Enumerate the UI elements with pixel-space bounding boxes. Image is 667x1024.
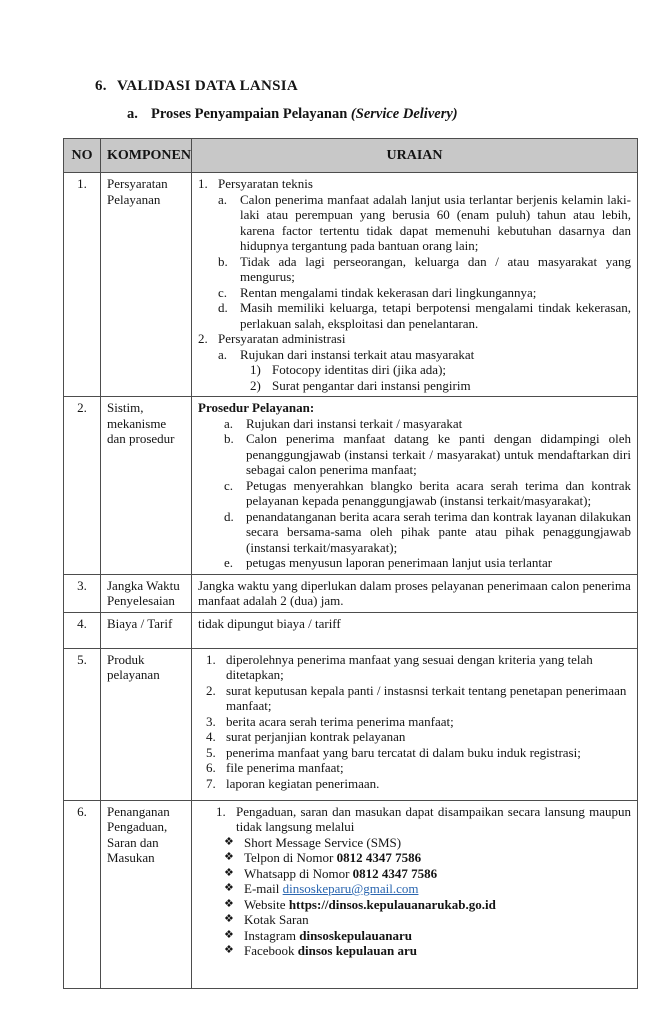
list-marker: 1): [250, 362, 261, 377]
table-header-row: [64, 139, 638, 173]
list-marker: 1.: [198, 176, 208, 191]
diamond-bullet-icon: ❖: [224, 928, 234, 941]
page-subtitle: [127, 106, 637, 123]
komponen-cell: Jangka Waktu Penyelesaian: [101, 574, 192, 612]
list-text: berita acara serah terima penerima manfaat;: [226, 713, 454, 729]
list-item: [216, 804, 631, 835]
channel-value: https://dinsos.kepulauanarukab.go.id: [288, 896, 496, 912]
contact-channel: [224, 928, 631, 944]
contact-channel: [224, 835, 631, 851]
row-number: 4.: [64, 612, 101, 648]
channel-value: dinsoskepulauanaru: [299, 927, 412, 943]
list-item: [224, 509, 631, 556]
list-item: [218, 285, 631, 301]
table-row: [64, 800, 638, 988]
email-link[interactable]: dinsoskeparu@gmail.com: [282, 881, 419, 896]
table-row: [64, 173, 638, 397]
table-row: [64, 397, 638, 575]
list-text: Calon penerima manfaat adalah lanjut usia terlantar berjenis kelamin laki-laki atau perempuan yang berusia 60 (enam puluh) tahun atau lebih, karena factor tertentu tidak dapat memenuhi kebutuhan dasarnya dan hidupnya tergantung pada bantuan orang lain;: [240, 191, 631, 253]
komponen-cell: Biaya / Tarif: [101, 612, 192, 648]
list-marker: 1.: [216, 803, 226, 819]
list-marker: a.: [224, 415, 234, 431]
list-text: Persyaratan administrasi: [218, 331, 346, 346]
service-delivery-table: [63, 138, 638, 989]
list-marker: 3.: [206, 713, 216, 729]
column-header-no: NO: [64, 139, 101, 173]
channel-value: dinsos kepulauan aru: [297, 943, 418, 958]
channel-value: 0812 4347 7586: [336, 850, 422, 865]
list-item: [206, 760, 631, 776]
channel-label: Facebook: [244, 943, 298, 958]
list-text: penandatanganan berita acara serah terima dan kontrak layanan dilakukan secara bersama-sama oleh pihak pante atau pihak penaggungjawab (instansi terkait/masyarakat);: [246, 508, 631, 555]
channel-label: Instagram: [244, 927, 300, 943]
list-item: [218, 192, 631, 254]
uraian-cell: tidak dipungut biaya / tariff: [192, 612, 638, 648]
uraian-cell: [192, 800, 638, 988]
uraian-cell: [192, 648, 638, 800]
list-text: Masih memiliki keluarga, tetapi berpotensi mengalami tindak kekerasan, perlakuan salah, eksploitasi dan penelantaran.: [240, 300, 631, 331]
contact-channel: [224, 897, 631, 913]
diamond-bullet-icon: ❖: [224, 913, 234, 925]
list-marker: 1.: [206, 651, 216, 667]
komponen-cell: Penanganan Pengaduan, Saran dan Masukan: [101, 800, 192, 988]
list-marker: 7.: [206, 775, 216, 791]
list-text: Pengaduan, saran dan masukan dapat disampaikan secara lansung maupun tidak langsung melalui: [236, 803, 631, 834]
list-item: [250, 378, 631, 394]
list-marker: b.: [218, 253, 228, 269]
list-item: [206, 729, 631, 745]
list-text: Persyaratan teknis: [218, 176, 313, 191]
list-item: [218, 300, 631, 331]
list-item: [250, 362, 631, 378]
list-item: [198, 176, 631, 192]
list-item: [206, 714, 631, 730]
list-item: [198, 331, 631, 347]
list-marker: c.: [224, 477, 234, 493]
subheading-letter: a.: [127, 106, 138, 122]
row-number: 1.: [64, 173, 101, 397]
table-row: [64, 574, 638, 612]
row-number: 6.: [64, 800, 101, 988]
list-marker: 5.: [206, 744, 216, 760]
list-marker: a.: [218, 191, 228, 207]
column-header-komponen: KOMPONEN: [101, 139, 192, 173]
row-number: 5.: [64, 648, 101, 800]
list-text: Fotocopy identitas diri (jika ada);: [272, 362, 447, 377]
contact-channel: [224, 912, 631, 928]
list-marker: 2): [250, 377, 261, 393]
row-number: 3.: [64, 574, 101, 612]
komponen-cell: Sistim, mekanisme dan prosedur: [101, 397, 192, 575]
list-text: Tidak ada lagi perseorangan, keluarga dan / atau masyarakat yang mengurus;: [240, 253, 631, 284]
contact-channel: [224, 943, 631, 959]
list-item: [206, 776, 631, 792]
list-marker: a.: [218, 346, 228, 362]
list-marker: d.: [218, 300, 228, 315]
list-item: [224, 478, 631, 509]
uraian-cell: Jangka waktu yang diperlukan dalam proses pelayanan penerimaan calon penerima manfaat adalah 2 (dua) jam.: [192, 574, 638, 612]
uraian-cell: [192, 173, 638, 397]
list-text: Rujukan dari instansi terkait atau masyarakat: [240, 346, 475, 362]
diamond-bullet-icon: ❖: [224, 897, 234, 910]
list-text: Surat pengantar dari instansi pengirim: [272, 377, 471, 393]
channel-label: Whatsapp di Nomor: [244, 865, 353, 881]
list-marker: 2.: [198, 331, 208, 346]
list-text: file penerima manfaat;: [226, 760, 344, 775]
list-text: Petugas menyerahkan blangko berita acara serah terima dan kontrak pelayanan kepada penanggungjawab (instansi terkait/masyarakat);: [246, 477, 631, 508]
channel-label: Telpon di Nomor: [244, 850, 337, 865]
list-marker: d.: [224, 508, 234, 524]
channel-value: 0812 4347 7586: [352, 865, 438, 881]
list-item: [218, 254, 631, 285]
list-text: surat keputusan kepala panti / instasnsi terkait tentang penetapan penerimaan manfaat;: [226, 682, 627, 713]
heading-number: 6.: [95, 78, 107, 94]
column-header-uraian: URAIAN: [192, 139, 638, 173]
table-row: [64, 648, 638, 800]
heading-text: VALIDASI DATA LANSIA: [117, 78, 299, 94]
list-text: petugas menyusun laporan penerimaan lanjut usia terlantar: [246, 555, 553, 570]
list-item: [224, 555, 631, 571]
diamond-bullet-icon: ❖: [224, 866, 234, 879]
list-text: penerima manfaat yang baru tercatat di dalam buku induk registrasi;: [226, 744, 581, 760]
list-item: [224, 431, 631, 478]
list-item: [206, 652, 631, 683]
diamond-bullet-icon: ❖: [224, 851, 234, 863]
diamond-bullet-icon: ❖: [224, 882, 234, 894]
channel-label: E-mail: [244, 881, 283, 896]
list-text: diperolehnya penerima manfaat yang sesuai dengan kriteria yang telah ditetapkan;: [226, 651, 593, 682]
contact-channel: [224, 850, 631, 866]
komponen-cell: Produk pelayanan: [101, 648, 192, 800]
page-title: [95, 78, 637, 95]
list-item: [224, 416, 631, 432]
list-text: laporan kegiatan penerimaan.: [226, 775, 380, 791]
list-text: surat perjanjian kontrak pelayanan: [226, 729, 406, 744]
komponen-cell: Persyaratan Pelayanan: [101, 173, 192, 397]
list-marker: 2.: [206, 682, 216, 698]
list-text: Calon penerima manfaat datang ke panti dengan didampingi oleh penanggungjawab (instansi terkait / masyarakat) untuk mendaftarkan diri sebagai calon penerima manfaat;: [246, 431, 631, 477]
contact-channel: [224, 866, 631, 882]
section-title: Prosedur Pelayanan:: [198, 400, 315, 415]
row-number: 2.: [64, 397, 101, 575]
list-marker: e.: [224, 555, 234, 570]
list-marker: 6.: [206, 760, 216, 775]
list-marker: b.: [224, 431, 234, 446]
list-marker: 4.: [206, 729, 216, 744]
list-marker: c.: [218, 284, 228, 300]
diamond-bullet-icon: ❖: [224, 944, 234, 956]
channel-label: Short Message Service (SMS): [244, 834, 402, 850]
list-text: Rentan mengalami tindak kekerasan dari lingkungannya;: [240, 284, 537, 300]
list-item: [218, 347, 631, 363]
subheading-italic: (Service Delivery): [350, 106, 458, 122]
channel-label: Website: [244, 896, 289, 912]
table-row: [64, 612, 638, 648]
uraian-cell: [192, 397, 638, 575]
channel-label: Kotak Saran: [244, 912, 309, 927]
diamond-bullet-icon: ❖: [224, 835, 234, 848]
list-text: Rujukan dari instansi terkait / masyarakat: [246, 415, 463, 431]
contact-channel: [224, 881, 631, 897]
subheading-text: Proses Penyampaian Pelayanan: [151, 106, 351, 122]
list-item: [206, 683, 631, 714]
list-item: [206, 745, 631, 761]
